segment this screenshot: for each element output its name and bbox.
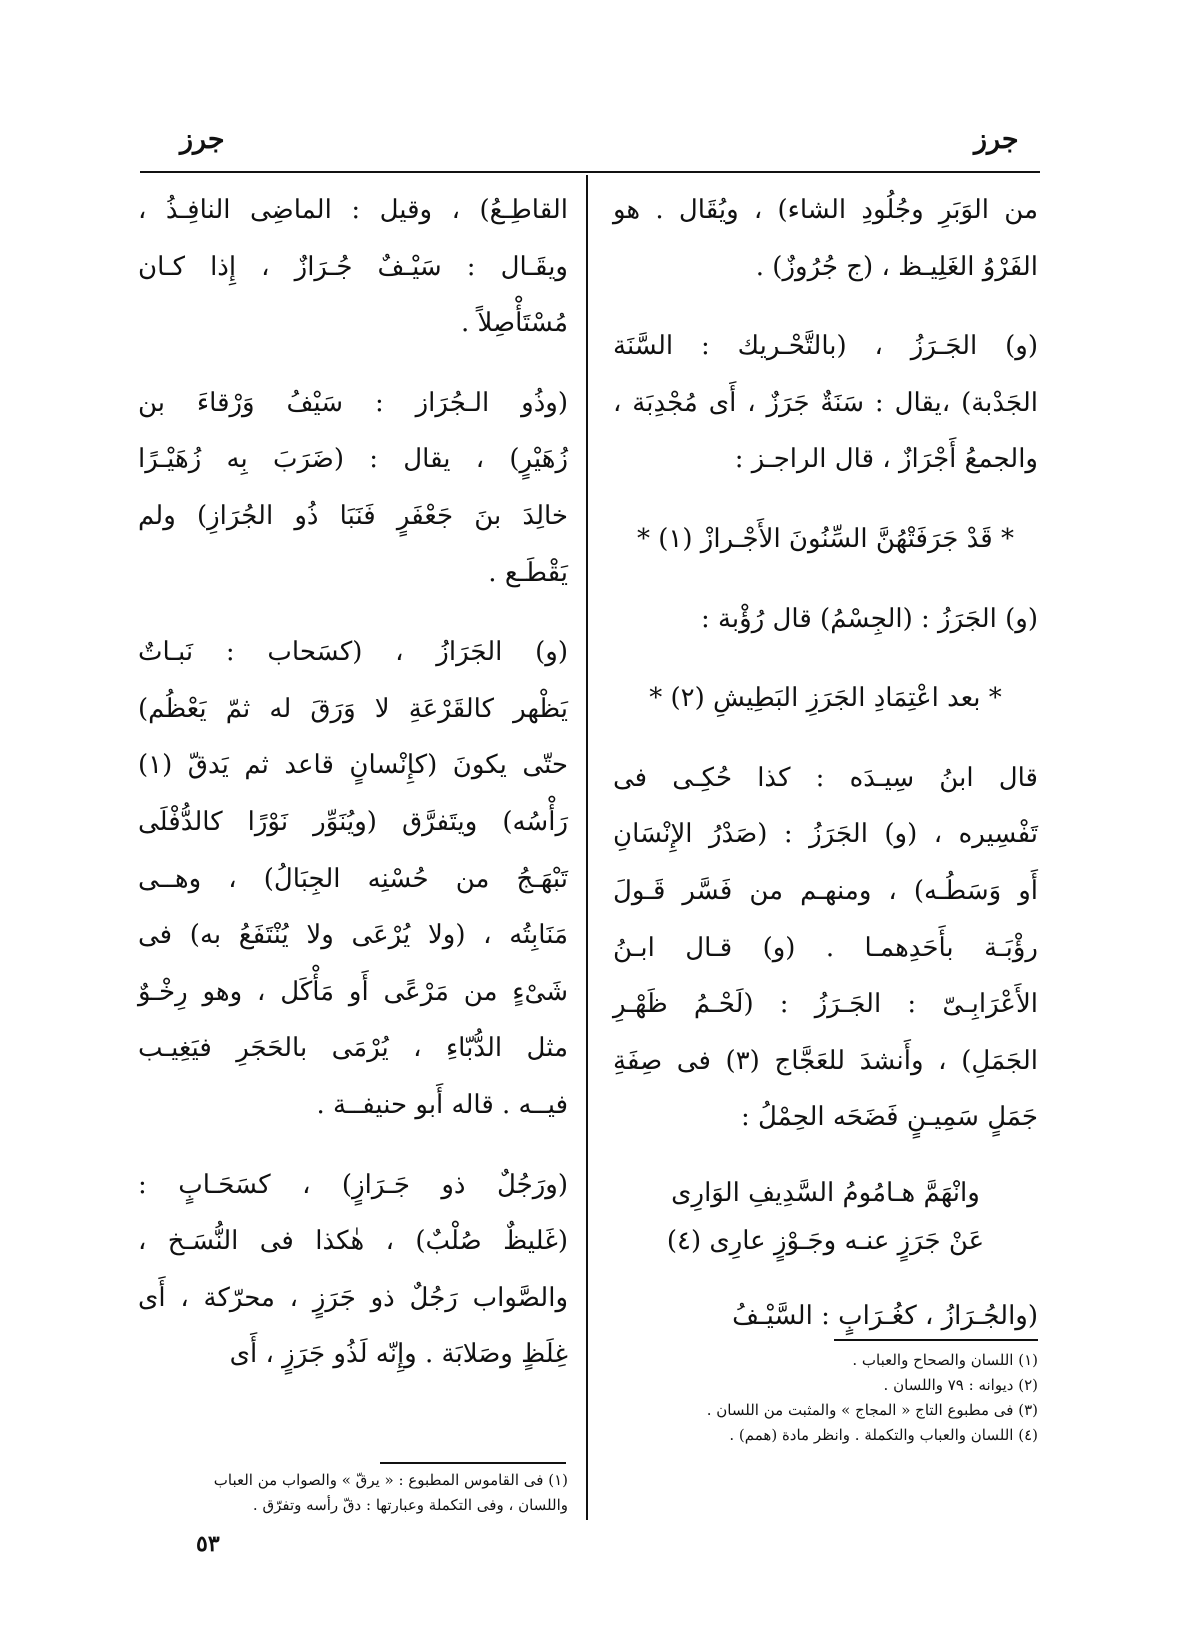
text-line: رؤْبَـة بأَحَدِهمـا . (و) قـال ابـنُ [613, 932, 1038, 963]
text-line: أَو وَسَطُـه) ، ومنهـم من فَسَّر قَـولَ [613, 875, 1038, 906]
text-line: من الوَبَرِ وجُلُودِ الشاء) ، ويُقَال . هو [613, 195, 1038, 225]
text-line: (والجُـرَازُ ، كغُـرَابٍ : السَّيْـفُ [732, 1300, 1038, 1331]
footnote: (١) فى القاموس المطبوع : « يرقّ » والصواب من العباب [213, 1471, 568, 1489]
running-header-left: جرز [180, 124, 225, 155]
header-rule [140, 171, 1040, 173]
poem-verse [613, 1169, 1038, 1265]
right-column [613, 182, 1038, 1368]
footnote: (٢) ديوانه : ٧٩ واللسان . [883, 1376, 1038, 1394]
text-line: تَفْسِيره ، (و) الجَرَزُ : (صَدْرُ الإِنْسَانِ [613, 819, 1038, 850]
text-line: (و) الجَـرَزُ ، (بالتَّحْـريك : السَّنَة [613, 331, 1038, 362]
text-line: (وذُو الـجُرَاز : سَيْفُ وَرْقاءَ بن [138, 387, 568, 418]
left-column [138, 182, 568, 1406]
text-line: الجَدْبة) ،يقال : سَنَةٌ جَرَزٌ ، أَى مُجْدِبَة ، [613, 387, 1038, 418]
paragraph [138, 1157, 568, 1383]
text-line: غِلَظٍ وصَلابَة . وإِنّه لَذُو جَرَزٍ ، أَى [229, 1339, 568, 1370]
text-line: رَأْسُه) ويتَفرَّق (ويُنَوِّر نَوْرًا كالدُّفْلَى [138, 806, 568, 837]
text-line: شَىْءٍ من مَرْعًى أَو مَأْكَل ، وهو رِخْـوٌ [138, 976, 568, 1007]
text-line: الجَمَلِ) ، وأَنشدَ للعَجَّاج (٣) فى صِفَةِ [613, 1045, 1038, 1076]
footnotes-left [138, 1468, 568, 1518]
footnotes-right [613, 1348, 1038, 1448]
text-line: تَبْهَـجُ من حُسْنِه الجِبَالُ) ، وهــى [138, 863, 568, 894]
text-line: يَقْطَـع . [488, 557, 568, 588]
text-line: (و) الجَرَزُ : (الجِسْمُ) قال رُؤْبة : [700, 603, 1038, 634]
verse-line: * بعد اعْتِمَادِ الجَرَزِ البَطِيشِ (٢) * [649, 683, 1002, 714]
footnote: (١) اللسان والصحاح والعباب . [852, 1351, 1038, 1369]
text-line: (ورَجُلٌ ذو جَـرَازٍ) ، كسَحَـابٍ : [138, 1169, 568, 1200]
text-line: (و) الجَرَازُ ، (كسَحاب : نَبـاتٌ [138, 637, 568, 668]
verse-hemistich: وانْهَمَّ هـامُومُ السَّدِيفِ الوَارِى [671, 1177, 980, 1208]
column-divider [586, 175, 588, 1520]
text-line: حتّى يكونَ (كإِنْسانٍ قاعد ثم يَدقّ (١) [138, 750, 568, 781]
text-line: والصَّواب رَجُلٌ ذو جَرَزٍ ، محرّكة ، أَى [138, 1282, 568, 1313]
text-line: يَظْهر كالقَرْعَةِ لا وَرَقَ له ثمّ يَعْظُم) [138, 693, 568, 724]
page-number: ٥٣ [196, 1531, 220, 1557]
text-line: القاطِـعُ) ، وقيل : الماضِى النافِـذُ ، [138, 195, 568, 225]
running-header-right: جرز [974, 124, 1019, 155]
text-line: فيــه . قاله أَبو حنيفــة . [316, 1089, 568, 1120]
verse-line: * قَدْ جَرَفَتْهُنَّ السِّنُونَ الأَجْـرازْ (١) * [637, 523, 1014, 554]
footnote: (٣) فى مطبوع التاج « المجاج » والمثبت من اللسان . [706, 1401, 1038, 1419]
paragraph [613, 750, 1038, 1146]
text-line: قال ابنُ سِيـدَه : كذا حُكِـى فى [613, 762, 1038, 793]
text-line: الفَرْوُ الغَلِيـظ ، (ج جُرُوزٌ) . [755, 251, 1038, 282]
verse-hemistich: عَنْ جَرَزٍ عنـه وجَـوْزٍ عارِى (٤) [666, 1225, 985, 1256]
footnote: واللسان ، وفى التكملة وعبارتها : دقّ رأسه وتفرّق . [252, 1496, 568, 1514]
text-line: خالِدَ بنَ جَعْفَرٍ فَنَبَا ذُو الجُرَازِ) ولم [138, 500, 568, 531]
text-line: ويقَـال : سَيْـفٌ جُـرَازٌ ، إِذا كـان [138, 251, 568, 282]
paragraph [613, 1288, 1038, 1345]
text-line: زُهَيْرٍ) ، يقال : (ضَرَبَ بِه زُهَيْـرًا [138, 444, 568, 475]
footnote-rule-left [380, 1462, 566, 1464]
paragraph [613, 182, 1038, 295]
paragraph [613, 591, 1038, 648]
text-line: الأَعْرَابِـىّ : الجَـرَزُ : (لَحْـمُ ظَهْـرِ [613, 989, 1038, 1020]
text-line: والجمعُ أَجْرَازٌ ، قال الراجـز : [734, 444, 1038, 475]
text-line: مثل الدُّبّاءِ ، يُرْمَى بالحَجَرِ فيَغِيـب [138, 1033, 568, 1064]
paragraph [138, 624, 568, 1133]
paragraph [138, 375, 568, 601]
text-line: مُسْتَأْصِلاً . [460, 308, 568, 339]
footnote-rule-right [834, 1339, 1038, 1341]
paragraph [613, 318, 1038, 488]
text-line: جَمَلٍ سَمِيـنٍ فَضَحَه الحِمْلُ : [740, 1102, 1038, 1133]
text-line: مَنَابِتُه ، (ولا يُرْعَى ولا يُنْتَفَعُ به) فى [138, 920, 568, 951]
paragraph [138, 182, 568, 352]
footnote: (٤) اللسان والعباب والتكملة . وانظر مادة (همم) . [729, 1426, 1038, 1444]
text-line: (غَليظٌ صُلْبٌ) ، هٰكذا فى النُّسَـخ ، [138, 1226, 568, 1257]
